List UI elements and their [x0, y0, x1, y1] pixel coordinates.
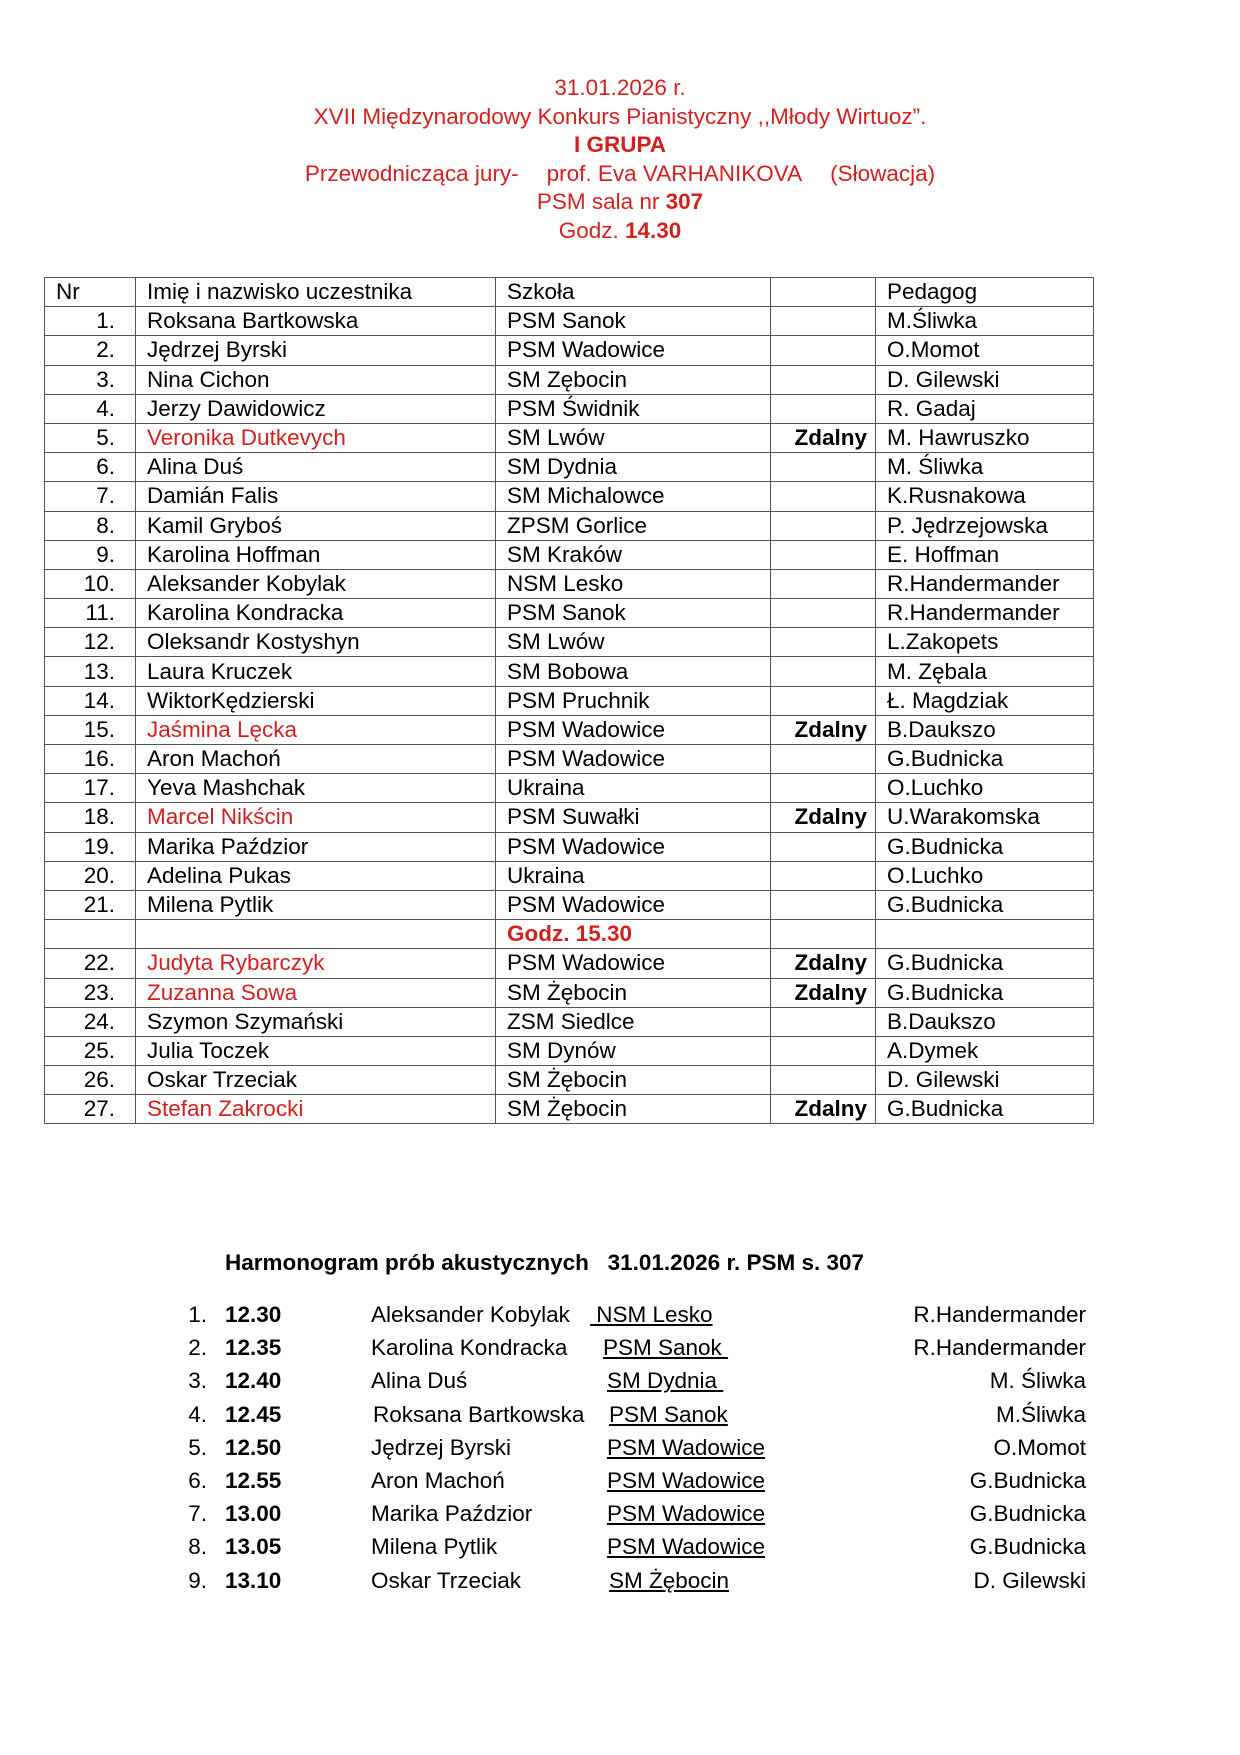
table-row: [45, 307, 1094, 336]
table-row: [45, 715, 1094, 744]
teacher-name: G.Budnicka: [876, 978, 1094, 1007]
row-number: 2.: [45, 336, 136, 365]
teacher-name: L.Zakopets: [876, 628, 1094, 657]
school-name: SM Dydnia: [496, 453, 771, 482]
row-number: 25.: [45, 1036, 136, 1065]
school-name: Ukraina: [496, 861, 771, 890]
participant-name: Damián Falis: [136, 482, 496, 511]
participant-name: Marcel Nikścin: [136, 803, 496, 832]
row-number: 18.: [45, 803, 136, 832]
schedule-item: [0, 1435, 1240, 1465]
teacher-name: O.Luchko: [876, 774, 1094, 803]
teacher-name: U.Warakomska: [876, 803, 1094, 832]
school-name: PSM Sanok: [496, 599, 771, 628]
remote-flag: [771, 336, 876, 365]
remote-flag: [771, 657, 876, 686]
room-info: PSM sala nr 307: [536, 189, 704, 215]
row-number: 8.: [45, 511, 136, 540]
time-break-row: [45, 920, 1094, 949]
participant-name: Milena Pytlik: [136, 890, 496, 919]
schedule-title: Harmonogram prób akustycznych 31.01.2026 r. PSM s. 307: [225, 1250, 865, 1275]
document-header: [0, 74, 1240, 246]
school-name: SM Żębocin: [496, 1095, 771, 1124]
schedule-item: [0, 1368, 1240, 1398]
rehearsal-time: 12.55: [225, 1468, 282, 1493]
school-name: PSM Pruchnik: [496, 686, 771, 715]
school-name: Ukraina: [496, 774, 771, 803]
school-name: SM Zębocin: [496, 365, 771, 394]
col-school: Szkoła: [496, 278, 771, 307]
rehearsal-time: 12.35: [225, 1335, 282, 1361]
row-number: 21.: [45, 890, 136, 919]
school-name: PSM Wadowice: [496, 336, 771, 365]
schedule-teacher: G.Budnicka: [969, 1534, 1086, 1560]
schedule-item: [0, 1501, 1240, 1531]
teacher-name: O.Momot: [876, 336, 1094, 365]
teacher-name: G.Budnicka: [876, 949, 1094, 978]
school-name: SM Bobowa: [496, 657, 771, 686]
rehearsal-time: 13.00: [225, 1501, 282, 1527]
schedule-number: 4.: [188, 1401, 207, 1427]
table-row: [45, 423, 1094, 452]
teacher-name: M. Śliwka: [876, 453, 1094, 482]
school-name: PSM Suwałki: [496, 803, 771, 832]
row-number: 27.: [45, 1095, 136, 1124]
teacher-name: R.Handermander: [876, 599, 1094, 628]
remote-flag: Zdalny: [771, 803, 876, 832]
empty-cell: [45, 920, 136, 949]
remote-flag: Zdalny: [771, 715, 876, 744]
schedule-teacher: G.Budnicka: [969, 1468, 1086, 1493]
col-nr: Nr: [45, 278, 136, 307]
school-name: PSM Wadowice: [496, 832, 771, 861]
row-number: 7.: [45, 482, 136, 511]
participant-name: Kamil Gryboś: [136, 511, 496, 540]
table-row: [45, 774, 1094, 803]
table-row: [45, 686, 1094, 715]
participant-name: Alina Duś: [136, 453, 496, 482]
row-number: 3.: [45, 365, 136, 394]
schedule-number: 7.: [188, 1501, 207, 1527]
row-number: 1.: [45, 307, 136, 336]
room-number: 307: [665, 189, 704, 215]
schedule-teacher: R.Handermander: [913, 1302, 1086, 1327]
schedule-item: [0, 1335, 1240, 1365]
teacher-name: G.Budnicka: [876, 1095, 1094, 1124]
participant-name: Judyta Rybarczyk: [136, 949, 496, 978]
start-time: Godz. 14.30: [558, 217, 682, 243]
jury-label: Przewodnicząca jury-: [304, 160, 519, 186]
rehearsal-time: 12.50: [225, 1434, 282, 1460]
schedule-teacher: G.Budnicka: [969, 1501, 1086, 1527]
teacher-name: B.Daukszo: [876, 1007, 1094, 1036]
school-name: SM Żębocin: [496, 1066, 771, 1095]
table-row: [45, 1007, 1094, 1036]
school-name: SM Żębocin: [496, 978, 771, 1007]
teacher-name: G.Budnicka: [876, 832, 1094, 861]
remote-flag: [771, 628, 876, 657]
participant-name: Oleksandr Kostyshyn: [136, 628, 496, 657]
table-row: [45, 599, 1094, 628]
schedule-number: 8.: [188, 1534, 207, 1560]
row-number: 22.: [45, 949, 136, 978]
schedule-participant: Aleksander Kobylak: [371, 1302, 570, 1327]
participant-name: Adelina Pukas: [136, 861, 496, 890]
rehearsal-time: 13.05: [225, 1534, 282, 1560]
participant-name: Jędrzej Byrski: [136, 336, 496, 365]
row-number: 26.: [45, 1066, 136, 1095]
table-row: [45, 832, 1094, 861]
teacher-name: M. Hawruszko: [876, 423, 1094, 452]
rehearsal-time: 12.30: [225, 1302, 282, 1327]
schedule-participant: Milena Pytlik: [371, 1534, 498, 1560]
school-name: ZSM Siedlce: [496, 1007, 771, 1036]
participant-name: Laura Kruczek: [136, 657, 496, 686]
row-number: 15.: [45, 715, 136, 744]
empty-cell: [876, 920, 1094, 949]
participant-name: Yeva Mashchak: [136, 774, 496, 803]
remote-flag: Zdalny: [771, 978, 876, 1007]
teacher-name: D. Gilewski: [876, 365, 1094, 394]
schedule-participant: Alina Duś: [371, 1368, 468, 1394]
remote-flag: [771, 599, 876, 628]
school-name: PSM Sanok: [496, 307, 771, 336]
remote-flag: [771, 1007, 876, 1036]
competition-title: XVII Międzynarodowy Konkurs Pianistyczny ,,Młody Wirtuoz”.: [313, 103, 927, 129]
participant-name: Roksana Bartkowska: [136, 307, 496, 336]
table-row: [45, 482, 1094, 511]
schedule-number: 9.: [188, 1567, 207, 1593]
teacher-name: B.Daukszo: [876, 715, 1094, 744]
remote-flag: [771, 307, 876, 336]
schedule-school: PSM Sanok: [609, 1401, 728, 1427]
table-row: [45, 1036, 1094, 1065]
remote-flag: [771, 1036, 876, 1065]
participant-name: Aron Machoń: [136, 745, 496, 774]
schedule-item: [0, 1302, 1240, 1332]
row-number: 19.: [45, 832, 136, 861]
schedule-teacher: M. Śliwka: [989, 1368, 1086, 1394]
jury-name: prof. Eva VARHANIKOVA: [546, 160, 803, 186]
schedule-participant: Karolina Kondracka: [371, 1335, 568, 1361]
row-number: 23.: [45, 978, 136, 1007]
schedule-number: 6.: [188, 1468, 207, 1493]
participant-name: Oskar Trzeciak: [136, 1066, 496, 1095]
table-row: [45, 861, 1094, 890]
school-name: PSM Świdnik: [496, 394, 771, 423]
table-row: [45, 569, 1094, 598]
remote-flag: [771, 569, 876, 598]
remote-flag: [771, 1066, 876, 1095]
row-number: 14.: [45, 686, 136, 715]
remote-flag: [771, 365, 876, 394]
row-number: 5.: [45, 423, 136, 452]
school-name: ZPSM Gorlice: [496, 511, 771, 540]
remote-flag: [771, 832, 876, 861]
row-number: 20.: [45, 861, 136, 890]
row-number: 6.: [45, 453, 136, 482]
row-number: 17.: [45, 774, 136, 803]
row-number: 13.: [45, 657, 136, 686]
teacher-name: E. Hoffman: [876, 540, 1094, 569]
schedule-school: PSM Sanok: [603, 1335, 729, 1361]
schedule-teacher: O.Momot: [993, 1434, 1086, 1460]
schedule-school: PSM Wadowice: [607, 1534, 765, 1560]
table-row: [45, 949, 1094, 978]
rehearsal-time: 12.40: [225, 1368, 282, 1394]
remote-flag: [771, 890, 876, 919]
rehearsal-time: 12.45: [225, 1401, 282, 1427]
schedule-number: 3.: [188, 1368, 207, 1394]
participant-name: Marika Paździor: [136, 832, 496, 861]
table-row: [45, 890, 1094, 919]
school-name: PSM Wadowice: [496, 745, 771, 774]
participant-name: Jaśmina Lęcka: [136, 715, 496, 744]
row-number: 12.: [45, 628, 136, 657]
remote-flag: Zdalny: [771, 423, 876, 452]
remote-flag: [771, 861, 876, 890]
teacher-name: R. Gadaj: [876, 394, 1094, 423]
participant-name: Zuzanna Sowa: [136, 978, 496, 1007]
schedule-participant: Marika Paździor: [371, 1501, 533, 1527]
table-row: [45, 657, 1094, 686]
row-number: 24.: [45, 1007, 136, 1036]
remote-flag: Zdalny: [771, 949, 876, 978]
participant-name: Julia Toczek: [136, 1036, 496, 1065]
schedule-school: SM Żębocin: [609, 1567, 730, 1593]
teacher-name: K.Rusnakowa: [876, 482, 1094, 511]
remote-flag: [771, 686, 876, 715]
remote-flag: Zdalny: [771, 1095, 876, 1124]
schedule-participant: Oskar Trzeciak: [371, 1567, 522, 1593]
row-number: 9.: [45, 540, 136, 569]
table-header-row: [45, 278, 1094, 307]
schedule-school: NSM Lesko: [590, 1302, 713, 1327]
remote-flag: [771, 774, 876, 803]
break-time-label: Godz. 15.30: [496, 920, 771, 949]
participant-name: Veronika Dutkevych: [136, 423, 496, 452]
participant-name: Karolina Hoffman: [136, 540, 496, 569]
teacher-name: P. Jędrzejowska: [876, 511, 1094, 540]
group-title: I GRUPA: [573, 132, 667, 158]
teacher-name: M. Zębala: [876, 657, 1094, 686]
schedule-item: [0, 1568, 1240, 1598]
schedule-teacher: D. Gilewski: [973, 1567, 1086, 1593]
start-time-value: 14.30: [624, 217, 682, 243]
jury-country: (Słowacja): [830, 160, 936, 186]
participant-name: WiktorKędzierski: [136, 686, 496, 715]
teacher-name: G.Budnicka: [876, 745, 1094, 774]
schedule-participant: Aron Machoń: [371, 1468, 505, 1493]
schedule-participant: Jędrzej Byrski: [371, 1434, 512, 1460]
table-row: [45, 1066, 1094, 1095]
rehearsal-time: 13.10: [225, 1567, 282, 1593]
teacher-name: G.Budnicka: [876, 890, 1094, 919]
row-number: 16.: [45, 745, 136, 774]
col-remote: [771, 278, 876, 307]
table-row: [45, 628, 1094, 657]
table-row: [45, 511, 1094, 540]
remote-flag: [771, 453, 876, 482]
table-row: [45, 803, 1094, 832]
schedule-school: SM Dydnia: [607, 1368, 724, 1394]
table-row: [45, 1095, 1094, 1124]
table-row: [45, 394, 1094, 423]
schedule-school: PSM Wadowice: [607, 1501, 765, 1527]
participants-table: [44, 277, 1094, 1124]
school-name: SM Lwów: [496, 628, 771, 657]
schedule-number: 2.: [188, 1335, 207, 1361]
participant-name: Jerzy Dawidowicz: [136, 394, 496, 423]
schedule-teacher: R.Handermander: [913, 1335, 1086, 1361]
remote-flag: [771, 394, 876, 423]
row-number: 10.: [45, 569, 136, 598]
school-name: PSM Wadowice: [496, 890, 771, 919]
col-teacher: Pedagog: [876, 278, 1094, 307]
schedule-number: 5.: [188, 1434, 207, 1460]
table-row: [45, 540, 1094, 569]
school-name: SM Lwów: [496, 423, 771, 452]
school-name: SM Michalowce: [496, 482, 771, 511]
teacher-name: Ł. Magdziak: [876, 686, 1094, 715]
table-row: [45, 978, 1094, 1007]
schedule-item: [0, 1468, 1240, 1498]
remote-flag: [771, 511, 876, 540]
empty-cell: [771, 920, 876, 949]
participant-name: Szymon Szymański: [136, 1007, 496, 1036]
remote-flag: [771, 745, 876, 774]
table-row: [45, 745, 1094, 774]
teacher-name: A.Dymek: [876, 1036, 1094, 1065]
participant-name: Karolina Kondracka: [136, 599, 496, 628]
row-number: 4.: [45, 394, 136, 423]
schedule-school: PSM Wadowice: [607, 1468, 765, 1493]
row-number: 11.: [45, 599, 136, 628]
remote-flag: [771, 540, 876, 569]
teacher-name: R.Handermander: [876, 569, 1094, 598]
schedule-school: PSM Wadowice: [607, 1434, 765, 1460]
table-row: [45, 336, 1094, 365]
table-row: [45, 365, 1094, 394]
school-name: SM Dynów: [496, 1036, 771, 1065]
schedule-teacher: M.Śliwka: [995, 1401, 1086, 1427]
teacher-name: O.Luchko: [876, 861, 1094, 890]
header-date: 31.01.2026 r.: [554, 75, 686, 100]
table-row: [45, 453, 1094, 482]
teacher-name: D. Gilewski: [876, 1066, 1094, 1095]
schedule-number: 1.: [188, 1302, 207, 1327]
jury-chair: [0, 160, 1240, 189]
schedule-participant: Roksana Bartkowska: [373, 1401, 585, 1427]
participant-name: Nina Cichon: [136, 365, 496, 394]
teacher-name: M.Śliwka: [876, 307, 1094, 336]
empty-cell: [136, 920, 496, 949]
school-name: PSM Wadowice: [496, 715, 771, 744]
school-name: PSM Wadowice: [496, 949, 771, 978]
school-name: NSM Lesko: [496, 569, 771, 598]
schedule-item: [0, 1402, 1240, 1432]
participant-name: Aleksander Kobylak: [136, 569, 496, 598]
participant-name: Stefan Zakrocki: [136, 1095, 496, 1124]
col-name: Imię i nazwisko uczestnika: [136, 278, 496, 307]
school-name: SM Kraków: [496, 540, 771, 569]
schedule-item: [0, 1534, 1240, 1564]
remote-flag: [771, 482, 876, 511]
